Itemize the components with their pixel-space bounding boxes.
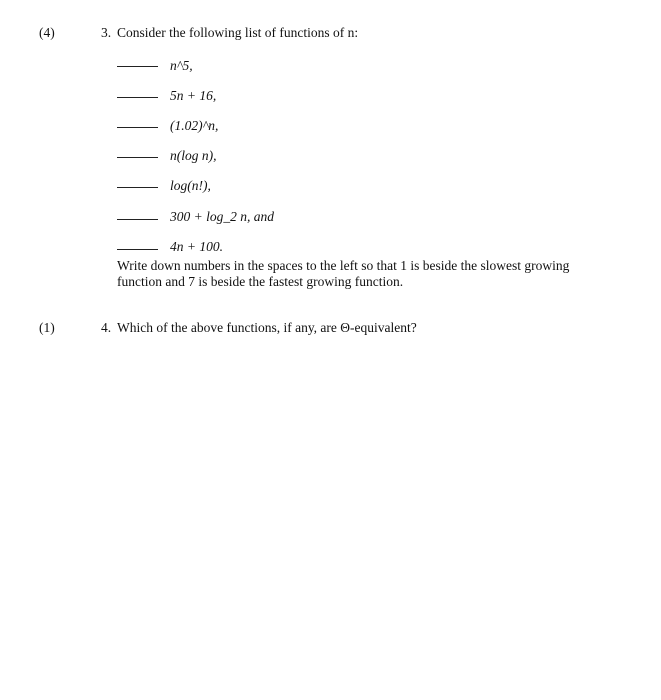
- question-4-number: 4.: [101, 320, 112, 335]
- function-4: n(log n),: [170, 148, 217, 163]
- answer-blank-2[interactable]: [117, 97, 158, 98]
- function-6: 300 + log_2 n, and: [170, 209, 274, 224]
- question-3-instructions: Write down numbers in the spaces to the left so that 1 is beside the slowest growing function and 7 is beside the fastest growing function.: [117, 258, 570, 289]
- question-3-number: 3.: [101, 25, 112, 40]
- question-4-marks: (1): [39, 320, 55, 335]
- question-3-marks: (4): [39, 25, 55, 40]
- function-7: 4n + 100.: [170, 239, 223, 254]
- answer-blank-4[interactable]: [117, 157, 158, 158]
- function-5: log(n!),: [170, 178, 211, 193]
- question-4-prompt: Which of the above functions, if any, are Θ-equivalent?: [117, 320, 417, 335]
- function-2: 5n + 16,: [170, 88, 217, 103]
- answer-blank-6[interactable]: [117, 219, 158, 220]
- function-1: n^5,: [170, 58, 193, 73]
- question-3-prompt: Consider the following list of functions of n:: [117, 25, 359, 40]
- answer-blank-5[interactable]: [117, 187, 158, 188]
- answer-blank-1[interactable]: [117, 66, 158, 67]
- answer-blank-3[interactable]: [117, 127, 158, 128]
- answer-blank-7[interactable]: [117, 249, 158, 250]
- function-3: (1.02)^n,: [170, 118, 219, 133]
